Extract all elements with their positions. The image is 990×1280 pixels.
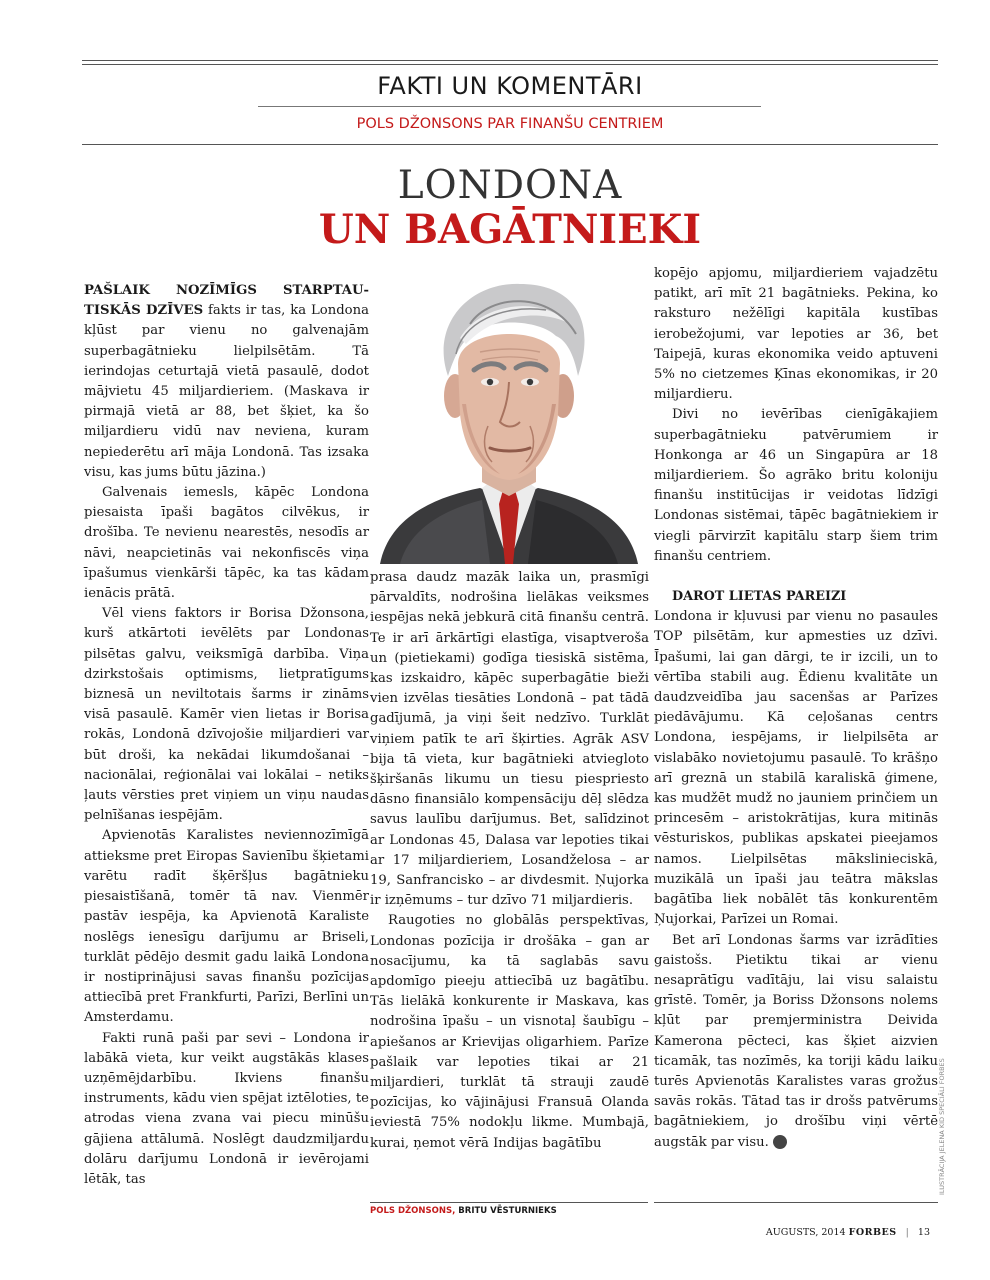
paragraph: Fakti runā paši par sevi – Londona ir labākā vieta, kur veikt augstākās klases uzņēmējdarbību. Ikviens finanšu instruments, kādu vien spējat iztēloties, te atrodas viena zvana vai piecu minūšu gājiena attālumā. Noslēgt daudzmiljardu dolāru darījumu Londonā ir ievērojami lētāk, tas [84, 1030, 369, 1187]
caption-name: POLS DŽONSONS, [370, 1206, 456, 1216]
caption-role: BRITU VĒSTURNIEKS [458, 1206, 557, 1216]
article-column-3 [654, 264, 938, 1153]
page-number: 13 [917, 1227, 930, 1238]
paragraph: Apvienotās Karalistes neviennozīmīgā attieksme pret Eiropas Savienību šķietami varētu radīt šķēršļus bagātnieku piesaistīšanā, tomēr tā nav. Vienmēr pastāv iespēja, ka Apvienotā Karaliste noslēgs ienesīgu darījumu ar Briseli, turklāt pēdējo desmit gadu laikā Londona ir nostiprinājusi savas finanšu pozīcijas attiecībā pret Frankfurti, Parīzi, Berlīni un Amsterdamu. [84, 828, 369, 1026]
section-title: FAKTI UN KOMENTĀRI [377, 72, 643, 100]
paragraph [84, 281, 369, 483]
header-bottom-rule [82, 144, 938, 145]
paragraph-text: fakts ir tas, ka Londona kļūst par vienu no galvenajām superbagātnieku lielpilsētām. Tā ierindojas ceturtajā vietā pasaulē, dodot mājvietu 45 miljardieriem. (Maskava ir pirmajā vietā ar 88, bet šķiet, ka šo miljardieru vidū nav neviena, kuram nepiederētu arī māja Londonā. Tas izsaka visu, kas jums būtu jāzina.) [84, 303, 369, 480]
paragraph: kopējo apjomu, miljardieriem vajadzētu patikt, arī mīt 21 bagātnieks. Pekina, ko raksturo nežēlīgi kapitāla kustības ierobežojumi, var lepoties ar 36, bet Taipejā, kuras ekonomika veido aptuveni 5% no cietzemes Ķīnas ekonomikas, ir 20 miljardieru. [654, 266, 938, 403]
caption-rule [370, 1202, 648, 1203]
magazine-brand: FORBES [848, 1227, 897, 1238]
paragraph: Londona ir kļuvusi par vienu no pasaules TOP pilsētām, kur apmesties uz dzīvi. Īpašumi, lai gan dārgi, te ir izcili, un to vērtība stabili aug. Ēdienu kvalitāte un daudzveidība jau sacenšas ar Parīzes piedāvājumu. Kā ceļošanas centrs Londona, iespējams, ir lielpilsēta ar vislabāko novietojumu pasaulē. To krāšņo arī greznā un stabilā karaliskā ģimene, kas mudžēt mudž no jauniem prinčiem un princesēm – aristokrātijas, kura mitinās vēsturiskos, publikas apskatei pieejamos namos. Lielpilsētas mākslinieciskā, muzikālā un īpaši jau teātra mākslas bagātība liek nobālēt tās konkurentēm Ņujorkai, Parīzei un Romai. [654, 609, 938, 928]
portrait-svg [370, 264, 648, 564]
paragraph-text: Bet arī Londonas šarms var izrādīties gaistošs. Pietiktu tikai ar vienu nesaprātīgu vadītāju, lai visu salaistu grīstē. Tomēr, ja Boriss Džonsons nolems kļūt par premjerministra Deivida Kamerona pēcteci, kas šķiet aizvien ticamāk, tas nozīmēs, ka toriji kādu laiku turēs Apvienotās Karalistes varas grožus savās rokās. Tātad tas ir drošs patvērums bagātniekiem, jo drošību viņi vērtē augstāk par visu. [654, 932, 938, 1150]
author-portrait-illustration [370, 264, 648, 564]
issue-date: AUGUSTS, 2014 [765, 1227, 846, 1238]
section-subheading: DAROT LIETAS PAREIZI [672, 589, 847, 605]
top-rule-inner [82, 64, 938, 65]
article-column-1 [84, 281, 369, 1190]
section-divider [258, 106, 761, 107]
paragraph: prasa daudz mazāk laika un, prasmīgi pārvaldīts, nodrošina lielākas veiksmes iespējas nekā jebkurā citā finanšu centrā. Te ir arī ārkārtīgi elastīga, visaptveroša un (pietiekami) godīga tiesiskā sistēma, kas izskaidro, kāpēc superbagātie bieži vien izvēlas tiesāties Londonā – pat tādā gadījumā, ja viņi šeit nedzīvo. Turklāt viņiem patīk te arī šķirties. Agrāk ASV bija tā vieta, kur bagātnieki atviegloto šķiršanās likumu un tiesu piespriesto dāsno finansiālo kompensāciju dēļ slēdza savus laulību darījumus. Bet, salīdzinot ar Londonas 45, Dalasa var lepoties tikai ar 17 miljardieriem, Losandželosa – ar 19, Sanfrancisko – ar divdesmit. Ņujorka ir izņēmums – tur dzīvo 71 miljardieris. [370, 570, 649, 909]
page-footer [766, 1227, 930, 1238]
lead-in: PAŠLAIK NOZĪMĪGS STARPTAUTISKĀS DZĪVES [84, 283, 369, 319]
paragraph: Vēl viens faktors ir Borisa Džonsona, kurš atkārtoti ievēlēts par Londonas pilsētas galvu, veiksmīgā darbība. Viņa dzirkstošais optimisms, lietpratīgums biznesā un neviltotais šarms ir zināms visā pasaulē. Kamēr vien lietas ir Borisa rokās, Londonā dzīvojošie miljardieri var būt droši, ka nekādai likumdošanai – nacionālai, reģionālai vai lokālai – netiks ļauts vērsties pret viņiem un viņu naudas pelnīšanas iespējām. [84, 606, 369, 824]
paragraph: Divi no ievērības cienīgākajiem superbagātnieku patvērumiem ir Honkonga ar 46 un Singapūra ar 18 miljardieriem. Šo agrāko britu koloniju finanšu institūcijas ir veidotas līdzīgi Londonas sistēmai, tāpēc bagātniekiem ir viegli pārvirzīt kapitālu starp šiem trim finanšu centriem. [654, 407, 938, 564]
column-end-rule [654, 1202, 938, 1203]
forbes-end-mark-icon: F [773, 1135, 787, 1149]
headline-line-2: UN BAGĀTNIEKI [318, 206, 702, 253]
paragraph [654, 931, 938, 1153]
article-column-2 [370, 568, 649, 1154]
paragraph: Galvenais iemesls, kāpēc Londona piesaista īpaši bagātos cilvēkus, ir drošība. Te nevienu nearestēs, nesodīs ar nāvi, neapcietinās vai nekonfiscēs viņa īpašumus vienkārši tāpēc, ka tas kādam ienācis prātā. [84, 485, 369, 602]
paragraph: Raugoties no globālās perspektīvas, Londonas pozīcija ir drošāka – gan ar nosacījumu, ka tā saglabās savu apdomīgo pieeju attiecībā uz bagātību. Tās lielākā konkurente ir Maskava, kas nodrošina īpašu – un visnotaļ šaubīgu – apiešanos ar Krievijas oligarhiem. Parīze pašlaik var lepoties tikai ar 21 miljardieri, turklāt tā strauji zaudē pozīcijas, ko vājinājusi Fransuā Olanda ieviestā 75% nodokļu likme. Mumbajā, kurai, ņemot vērā Indijas bagātību [370, 913, 649, 1151]
portrait-caption [370, 1206, 648, 1216]
footer-separator: | [905, 1227, 909, 1238]
headline-line-1: LONDONA [397, 163, 623, 208]
section-subtitle: POLS DŽONSONS PAR FINANŠU CENTRIEM [356, 116, 664, 132]
illustration-credit: ILUSTRĀCIJA JELENA KID SPECIĀLI FORBES [938, 1058, 946, 1195]
top-rule [82, 60, 938, 61]
